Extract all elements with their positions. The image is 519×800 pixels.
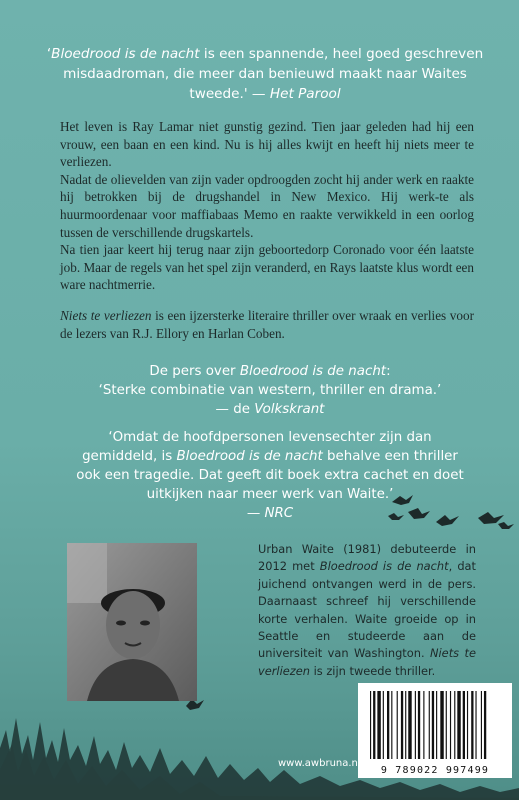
blurb-book-title: Niets te verliezen [60,307,152,323]
blurb-paragraph-1: Het leven is Ray Lamar niet gunstig gezind. Tien jaar geleden had hij een vrouw, een baan en een kind. Nu is hij alles kwijt en heeft hij niets meer te verliezen. [60,119,474,170]
blurb-paragraph-3: Na tien jaar keert hij terug naar zijn geboortedorp Coronado voor één laatste job. Maar de regels van het spel zijn veranderd, en Rays laatste klus wordt een ware nachtmerrie. [60,242,474,293]
bio-book-title-2: Niets te verliezen [258,646,476,678]
publisher-url[interactable]: www.awbruna.nl [278,758,361,769]
barcode-bar [401,691,403,759]
nrc-text-b: behalve een thriller ook een tragedie. Dat geeft dit boek extra cachet en doet uitkijken naar meer werk van Waite.’ [76,449,464,502]
barcode-bar [408,691,411,759]
barcode-bar [383,691,384,759]
barcode-bar [373,691,375,759]
barcode-bar [440,691,443,759]
barcode-bar [471,691,473,759]
barcode-bar [415,691,416,759]
quote-text: is een spannende, heel goed geschreven misdaadroman, die meer dan benieuwd maakt naar Waites tweede.' [63,46,484,102]
barcode-bar [432,691,434,759]
barcode-bar [423,691,424,759]
barcode-bar [481,691,482,759]
blurb-paragraph-2: Nadat de olievelden van zijn vader opdroogden zocht hij ander werk en raakte hij betrokken bij de drugshandel in New Mexico. Hij werk-te als huurmoordenaar voor maffiabaas Memo en raakte verwikkeld in een oorlog tussen de verschillende drugskartels. [60,171,474,240]
nrc-attrib-dash: — [246,506,265,521]
nrc-book-title: Bloedrood is de nacht [176,449,323,464]
bio-text-c: is zijn tweede thriller. [309,663,436,678]
nrc-attrib-source: NRC [264,506,294,521]
quote-dash: — [247,86,270,102]
barcode-bar [405,691,406,759]
barcode-bar [484,691,486,759]
barcode-bar [475,691,476,759]
press-intro-suffix: : [386,364,391,379]
barcode-bar [397,691,398,759]
press-attrib-source: Volkskrant [254,402,325,417]
barcode-number: 9 789022 997499 [380,765,490,776]
barcode-bar [370,691,371,759]
bio-text-b: , dat juichend ontvangen werd in de pers. Daarnaast schreef hij verschillende korte verhalen. Waite groeide op in Seattle en studeerde aan de universiteit van Washington. [258,559,476,661]
barcode-bar [450,691,451,759]
isbn-barcode [358,683,512,778]
barcode-bar [457,691,460,759]
barcode-bar [429,691,430,759]
bio-book-title-1: Bloedrood is de nacht [319,559,449,574]
barcode-bar [467,691,468,759]
bio-text-a: Urban Waite (1981) debuteerde in 2012 met [258,542,476,574]
press-quote-text: ‘Sterke combinatie van western, thriller en drama.’ [98,383,442,398]
barcode-bar [446,691,447,759]
press-intro-prefix: De pers over [149,364,240,379]
barcode-bars [358,683,512,763]
barcode-bar [377,691,380,759]
barcode-bar [391,691,392,759]
blurb-p4-text: is een ijzersterke literaire thriller over wraak en verlies voor de lezers van R.J. Ellory en Harlan Coben. [60,307,474,341]
nrc-text-a: ‘Omdat de hoofdpersonen levensechter zijn dan gemiddeld, is [82,430,432,464]
barcode-bar [454,691,455,759]
barcode-bar [387,691,389,759]
barcode-bar [418,691,420,759]
quote-open-mark: ‘ [46,46,52,62]
quote-book-title: Bloedrood is de nacht [51,46,200,62]
quote-source: Het Parool [269,86,341,102]
barcode-bar [436,691,437,759]
press-intro-title: Bloedrood is de nacht [239,364,387,379]
press-attrib-dash: — de [215,402,255,417]
barcode-bar [463,691,465,759]
